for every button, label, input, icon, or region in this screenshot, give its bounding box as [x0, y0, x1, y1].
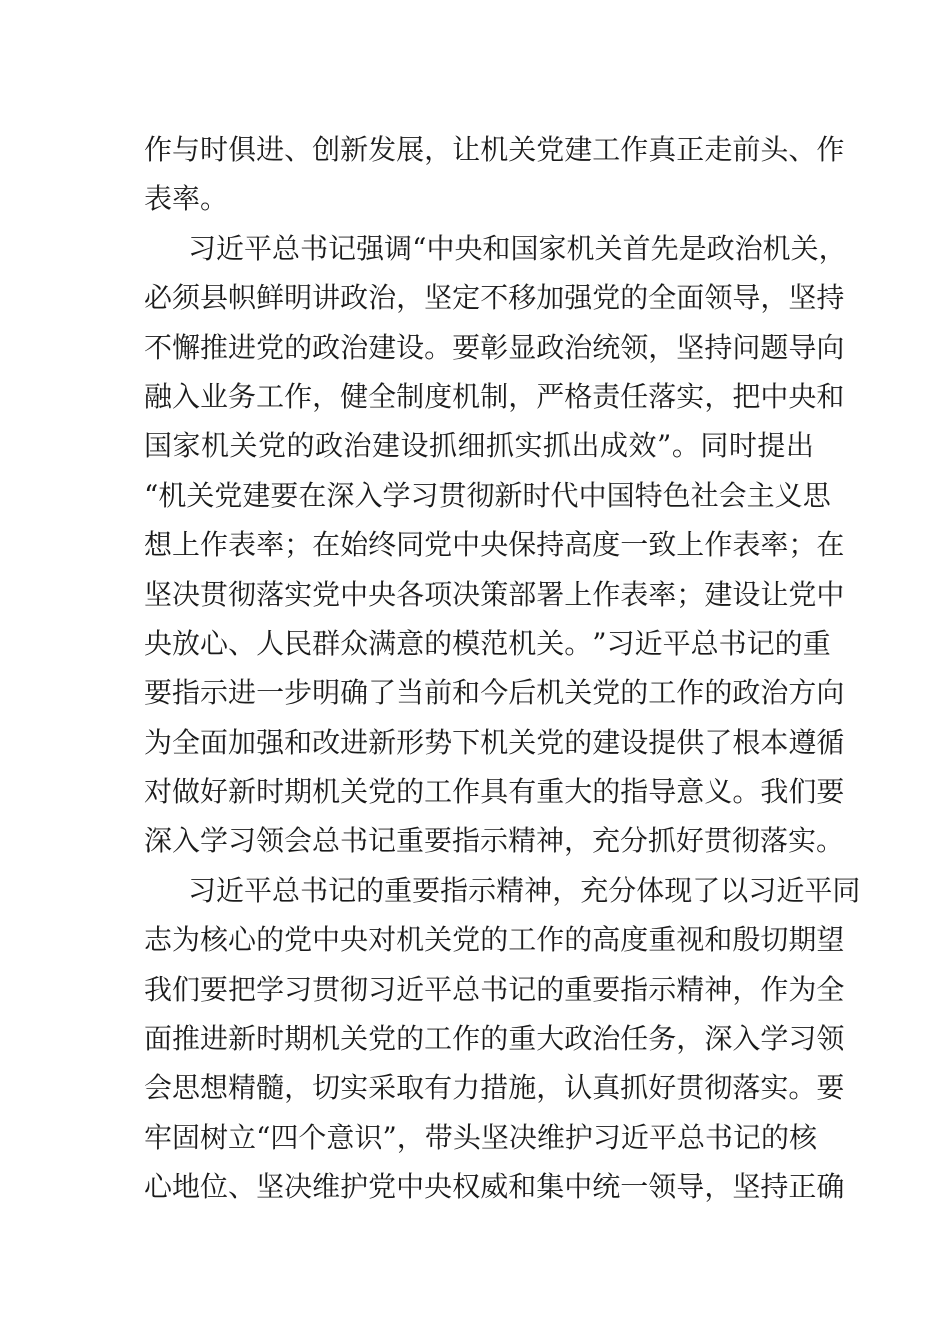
- text-line: 必 须 县 帜 鲜 明 讲 政 治 ， 坚 定 不 移 加 强 党 的 全 面 领 导 ， 坚 持: [144, 281, 845, 315]
- text-line: 要 指 示 进 一 步 明 确 了 当 前 和 今 后 机 关 党 的 工 作 的 政 治 方 向: [144, 676, 845, 710]
- text-line: 深入学习领会总书记重要指示精神，充分抓好贯彻落实。: [144, 824, 845, 858]
- text-line: 表率。: [144, 182, 229, 216]
- text-line: 对 做 好 新 时 期 机 关 党 的 工 作 具 有 重 大 的 指 导 意 义 。 我 们 要: [144, 775, 845, 809]
- text-line: 想 上 作 表 率 ； 在 始 终 同 党 中 央 保 持 高 度 一 致 上 作 表 率 ； 在: [144, 528, 845, 562]
- text-line: 为 全 面 加 强 和 改 进 新 形 势 下 机 关 党 的 建 设 提 供 了 根 本 遵 循: [144, 725, 845, 759]
- text-line: 作 与 时 俱 进 、 创 新 发 展 ， 让 机 关 党 建 工 作 真 正 走 前 头 、 作: [144, 133, 845, 166]
- text-line: 融 入 业 务 工 作 ， 健 全 制 度 机 制 ， 严 格 责 任 落 实 ， 把 中 央 和: [144, 379, 845, 413]
- text-line: 习 近 平 总 书 记 强 调 “ 中 央 和 国 家 机 关 首 先 是 政 治 机 关 ，: [188, 231, 847, 265]
- text-line: 央 放 心 、 人 民 群 众 满 意 的 模 范 机 关 。 ” 习 近 平 总 书 记 的 重: [144, 626, 831, 660]
- text-line: 习 近 平 总 书 记 的 重 要 指 示 精 神 ， 充 分 体 现 了 以 习 近 平 同: [188, 873, 861, 907]
- body-text: [144, 125, 861, 1212]
- text-line: 我 们 要 把 学 习 贯 彻 习 近 平 总 书 记 的 重 要 指 示 精 神 ， 作 为 全: [144, 972, 845, 1006]
- text-line: 不 懈 推 进 党 的 政 治 建 设 。 要 彰 显 政 治 统 领 ， 坚 持 问 题 导 向: [144, 330, 845, 364]
- text-line: 志 为 核 心 的 党 中 央 对 机 关 党 的 工 作 的 高 度 重 视 和 殷 切 期 望: [144, 923, 845, 957]
- text-line: 会 思 想 精 髓 ， 切 实 采 取 有 力 措 施 ， 认 真 抓 好 贯 彻 落 实 。 要: [144, 1071, 845, 1105]
- text-line: 牢 固 树 立 “ 四 个 意 识 ” ， 带 头 坚 决 维 护 习 近 平 总 书 记 的 核: [144, 1120, 818, 1154]
- text-line: 坚 决 贯 彻 落 实 党 中 央 各 项 决 策 部 署 上 作 表 率 ； 建 设 让 党 中: [144, 577, 845, 611]
- text-line: 面 推 进 新 时 期 机 关 党 的 工 作 的 重 大 政 治 任 务 ， 深 入 学 习 领: [144, 1022, 845, 1056]
- text-line: 国 家 机 关 党 的 政 治 建 设 抓 细 抓 实 抓 出 成 效 ” 。 同 时 提 出: [144, 429, 814, 463]
- text-line: “ 机 关 党 建 要 在 深 入 学 习 贯 彻 新 时 代 中 国 特 色 社 会 主 义 思: [144, 478, 831, 512]
- text-line: 心 地 位 、 坚 决 维 护 党 中 央 权 威 和 集 中 统 一 领 导 ， 坚 持 正 确: [144, 1170, 845, 1204]
